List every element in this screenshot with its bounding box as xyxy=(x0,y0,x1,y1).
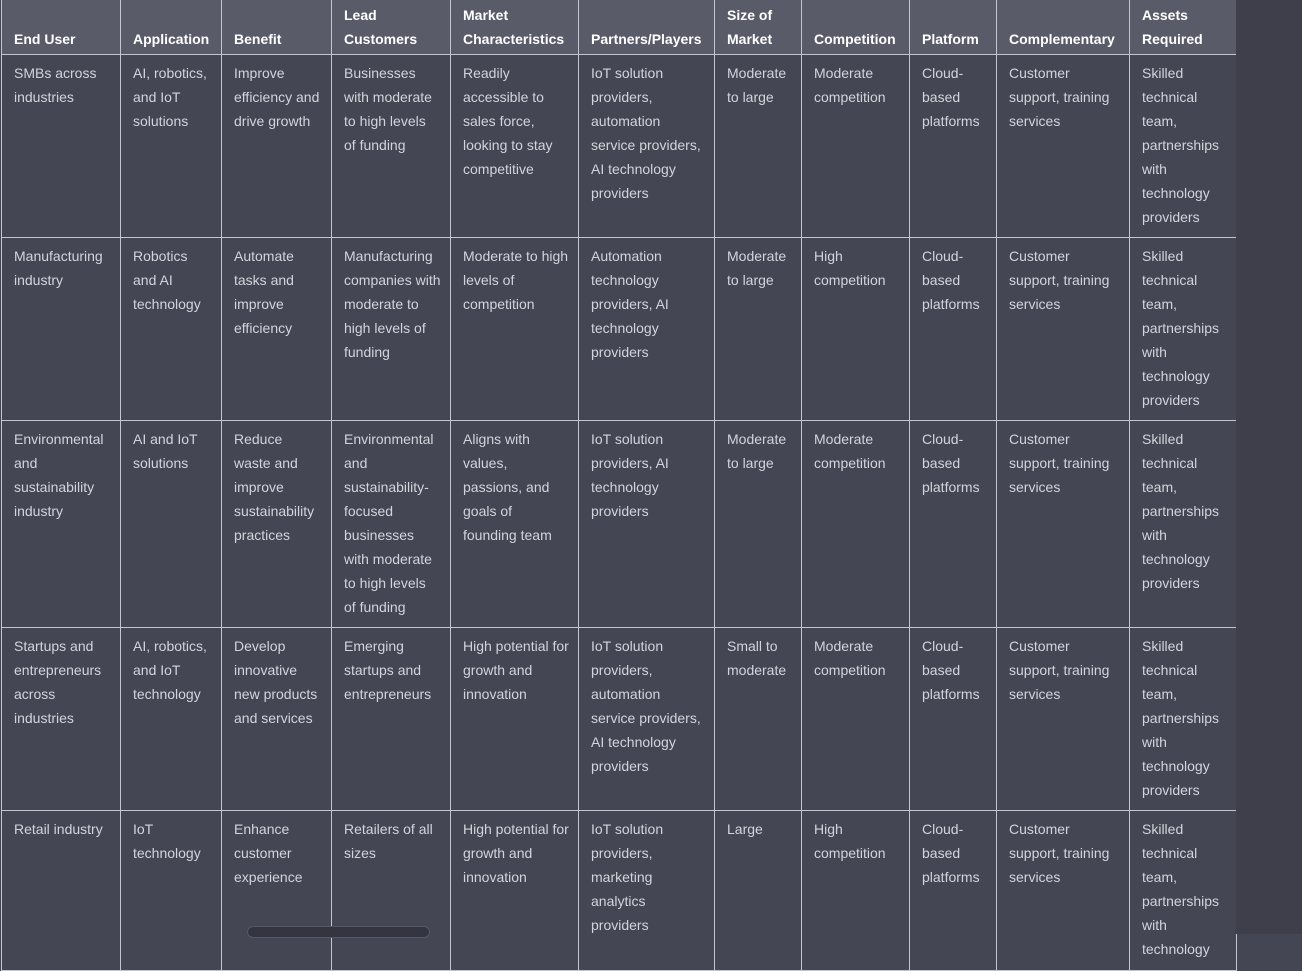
table-body xyxy=(2,55,1237,971)
scroll-to-bottom-button[interactable] xyxy=(247,926,430,938)
cell-partners-players: Automation technology providers, AI technology providers xyxy=(579,238,715,421)
cell-size-of-market: Moderate to large xyxy=(715,238,802,421)
cell-size-of-market: Moderate to large xyxy=(715,421,802,628)
cell-application: AI and IoT solutions xyxy=(121,421,222,628)
cell-assets-required: Skilled technical team, partnerships with technology providers xyxy=(1130,421,1237,628)
cell-benefit: Reduce waste and improve sustainability practices xyxy=(222,421,332,628)
header-assets-required: Assets Required xyxy=(1130,0,1237,55)
cell-end-user: Retail industry xyxy=(2,811,121,971)
cell-benefit: Improve efficiency and drive growth xyxy=(222,55,332,238)
cell-market-characteristics: Readily accessible to sales force, looking to stay competitive xyxy=(451,55,579,238)
header-end-user: End User xyxy=(2,0,121,55)
cell-competition: High competition xyxy=(802,811,910,971)
table-row xyxy=(2,55,1237,238)
header-platform: Platform xyxy=(910,0,997,55)
cell-partners-players: IoT solution providers, automation service providers, AI technology providers xyxy=(579,628,715,811)
cell-end-user: Manufacturing industry xyxy=(2,238,121,421)
cell-complementary: Customer support, training services xyxy=(997,811,1130,971)
cell-end-user: SMBs across industries xyxy=(2,55,121,238)
cell-competition: High competition xyxy=(802,238,910,421)
cell-lead-customers: Businesses with moderate to high levels of funding xyxy=(332,55,451,238)
cell-application: Robotics and AI technology xyxy=(121,238,222,421)
header-benefit: Benefit xyxy=(222,0,332,55)
cell-assets-required: Skilled technical team, partnerships with technology xyxy=(1130,811,1237,971)
header-market-characteristics: Market Characteristics xyxy=(451,0,579,55)
header-partners-players: Partners/Players xyxy=(579,0,715,55)
cell-complementary: Customer support, training services xyxy=(997,421,1130,628)
cell-benefit: Automate tasks and improve efficiency xyxy=(222,238,332,421)
cell-lead-customers: Retailers of all sizes xyxy=(332,811,451,971)
header-size-of-market: Size of Market xyxy=(715,0,802,55)
cell-market-characteristics: Moderate to high levels of competition xyxy=(451,238,579,421)
cell-application: IoT technology xyxy=(121,811,222,971)
cell-assets-required: Skilled technical team, partnerships with technology providers xyxy=(1130,238,1237,421)
cell-assets-required: Skilled technical team, partnerships with technology providers xyxy=(1130,55,1237,238)
cell-competition: Moderate competition xyxy=(802,628,910,811)
table-row xyxy=(2,628,1237,811)
cell-benefit: Enhance customer experience xyxy=(222,811,332,971)
cell-market-characteristics: Aligns with values, passions, and goals of founding team xyxy=(451,421,579,628)
cell-complementary: Customer support, training services xyxy=(997,55,1130,238)
table-row xyxy=(2,811,1237,971)
cell-partners-players: IoT solution providers, marketing analytics providers xyxy=(579,811,715,971)
cell-competition: Moderate competition xyxy=(802,421,910,628)
cell-size-of-market: Small to moderate xyxy=(715,628,802,811)
cell-competition: Moderate competition xyxy=(802,55,910,238)
header-application: Application xyxy=(121,0,222,55)
header-lead-customers: Lead Customers xyxy=(332,0,451,55)
header-complementary: Complementary xyxy=(997,0,1130,55)
right-gutter xyxy=(1236,0,1302,934)
cell-lead-customers: Manufacturing companies with moderate to high levels of funding xyxy=(332,238,451,421)
cell-size-of-market: Large xyxy=(715,811,802,971)
table-header xyxy=(2,0,1237,55)
cell-end-user: Environmental and sustainability industry xyxy=(2,421,121,628)
cell-platform: Cloud-based platforms xyxy=(910,238,997,421)
market-analysis-table xyxy=(1,0,1237,971)
cell-platform: Cloud-based platforms xyxy=(910,55,997,238)
cell-assets-required: Skilled technical team, partnerships with technology providers xyxy=(1130,628,1237,811)
table-header-row xyxy=(2,0,1237,55)
cell-market-characteristics: High potential for growth and innovation xyxy=(451,811,579,971)
cell-application: AI, robotics, and IoT technology xyxy=(121,628,222,811)
cell-end-user: Startups and entrepreneurs across industries xyxy=(2,628,121,811)
cell-partners-players: IoT solution providers, AI technology providers xyxy=(579,421,715,628)
cell-complementary: Customer support, training services xyxy=(997,238,1130,421)
cell-application: AI, robotics, and IoT solutions xyxy=(121,55,222,238)
cell-lead-customers: Emerging startups and entrepreneurs xyxy=(332,628,451,811)
cell-partners-players: IoT solution providers, automation service providers, AI technology providers xyxy=(579,55,715,238)
cell-platform: Cloud-based platforms xyxy=(910,421,997,628)
cell-benefit: Develop innovative new products and services xyxy=(222,628,332,811)
cell-platform: Cloud-based platforms xyxy=(910,628,997,811)
cell-size-of-market: Moderate to large xyxy=(715,55,802,238)
cell-lead-customers: Environmental and sustainability-focused businesses with moderate to high levels of funding xyxy=(332,421,451,628)
header-competition: Competition xyxy=(802,0,910,55)
cell-market-characteristics: High potential for growth and innovation xyxy=(451,628,579,811)
cell-platform: Cloud-based platforms xyxy=(910,811,997,971)
cell-complementary: Customer support, training services xyxy=(997,628,1130,811)
table-row xyxy=(2,238,1237,421)
table-row xyxy=(2,421,1237,628)
